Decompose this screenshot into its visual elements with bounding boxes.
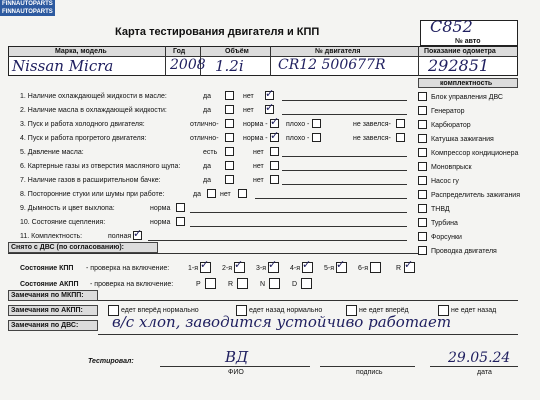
completeness-item: Катушка зажигания [431,136,494,143]
check-label: 11. Комплектность: [20,233,83,240]
check-option: нет [253,149,264,156]
check-option: отлично- [190,121,219,128]
col-divider-1 [165,46,166,76]
year-header: Год [173,48,186,55]
note-line [282,156,407,157]
akpp-remark-option: не едет назад [451,307,497,314]
gear-label: P [196,281,201,288]
gear-box[interactable] [301,278,312,289]
akpp-remarks-label: Замечания по АКПП: [11,307,83,314]
completeness-item: Моновпрыск [431,164,472,171]
completeness-box[interactable] [418,218,427,227]
checkmark-icon: ✓ [302,258,312,271]
checkmark-icon: ✓ [270,129,280,142]
completeness-box[interactable] [418,92,427,101]
odometer-value: 292851 [428,56,490,75]
check-box[interactable] [270,147,279,156]
completeness-box[interactable] [418,190,427,199]
checkmark-icon: ✓ [404,258,414,271]
check-label: 10. Состояние сцепления: [20,219,106,226]
engine-header: № двигателя [315,48,361,55]
check-option: нет [220,191,231,198]
gear-label: 6-я [358,265,369,272]
volume-header: Объём [225,48,249,55]
check-label: 1. Наличие охлаждающей жидкости в масле: [20,93,167,100]
completeness-box[interactable] [418,162,427,171]
tester-name: ВД [225,348,249,366]
checkmark-icon: ✓ [265,101,275,114]
odometer-header: Показание одометра [424,48,496,55]
gear-box[interactable] [269,278,280,289]
completeness-box[interactable] [418,246,427,255]
completeness-item: Блок управления ДВС [431,94,503,101]
signature-line [320,366,415,367]
check-option: да [203,93,211,100]
completeness-box[interactable] [418,176,427,185]
check-box[interactable] [225,105,234,114]
gear-label: 1-я [188,265,199,272]
check-box[interactable] [238,189,247,198]
gear-box[interactable] [237,278,248,289]
completeness-box[interactable] [418,134,427,143]
completeness-item: Турбина [431,220,458,227]
mkpp-remarks-label: Замечания по МКПП: [11,292,84,299]
checkmark-icon: ✓ [270,115,280,128]
check-option: нет [243,93,254,100]
check-option: да [193,191,201,198]
checkmark-icon: ✓ [133,227,143,240]
check-option: не завелся- [353,135,391,142]
check-box[interactable] [396,119,405,128]
completeness-item: Проводка двигателя [431,248,497,255]
kpp-label: Состояние КПП [20,265,74,272]
check-box[interactable] [225,133,234,142]
completeness-item: Компрессор кондиционера [431,150,519,157]
check-box[interactable] [312,119,321,128]
gear-label: 2-я [222,265,233,272]
check-box[interactable] [270,175,279,184]
check-option: отлично- [190,135,219,142]
note-line [282,114,407,115]
check-option: да [203,107,211,114]
akpp-description: - проверка на включение: [90,281,174,288]
check-option: нет [253,177,264,184]
check-label: 9. Дымность и цвет выхлопа: [20,205,115,212]
volume-value: 1.2i [215,57,244,75]
check-option: да [203,163,211,170]
check-box[interactable] [176,217,185,226]
check-box[interactable] [270,161,279,170]
note-line [148,240,407,241]
check-box[interactable] [225,91,234,100]
note-line [190,212,407,213]
check-label: 6. Картерные газы из отверстия масляного щупа: [20,163,181,170]
check-label: 4. Пуск и работа прогретого двигателя: [20,135,147,142]
completeness-item: ТНВД [431,206,450,213]
note-line [190,226,407,227]
note-line [282,170,407,171]
check-box[interactable] [225,119,234,128]
removed-section-header: Снято с ДВС (по согласованию): [11,244,125,251]
check-label: 2. Наличие масла в охлаждающей жидкости: [20,107,167,114]
checkmark-icon: ✓ [200,258,210,271]
completeness-box[interactable] [418,148,427,157]
note-line [255,198,407,199]
check-box[interactable] [225,147,234,156]
gear-box[interactable] [205,278,216,289]
date-label: дата [477,369,492,376]
check-box[interactable] [396,133,405,142]
brand-value: Nissan Micra [12,57,114,75]
signature-label: подпись [356,369,383,376]
check-option: норма [150,205,171,212]
check-option: да [203,177,211,184]
tested-by-label: Тестировал: [88,358,134,365]
completeness-box[interactable] [418,204,427,213]
check-box[interactable] [312,133,321,142]
akpp-remark-option: едет назад нормально [249,307,323,314]
check-option: нет [243,107,254,114]
gear-label: N [260,281,266,288]
completeness-box[interactable] [418,106,427,115]
completeness-item: Насос гу [431,178,459,185]
check-option: плохо - [286,135,310,142]
fio-label: ФИО [228,369,244,376]
gear-label: 4-я [290,265,301,272]
checkmark-icon: ✓ [234,258,244,271]
checkmark-icon: ✓ [336,258,346,271]
note-line [98,334,518,335]
completeness-header: комплектность [440,80,493,87]
gear-label: D [292,281,298,288]
check-option: плохо - [286,121,310,128]
akpp-remark-option: не едет вперёд [359,307,409,314]
check-option: есть [203,149,218,156]
check-label: 3. Пуск и работа холодного двигателя: [20,121,145,128]
checkmark-icon: ✓ [268,258,278,271]
note-line [282,100,407,101]
name-line [160,366,310,367]
col-divider-4 [418,46,419,76]
completeness-box[interactable] [418,120,427,129]
akpp-label: Состояние АКПП [20,281,79,288]
date-value: 29.05.24 [448,350,511,366]
check-label: 5. Давление масла: [20,149,84,156]
check-option: не завелся- [353,121,391,128]
gear-label: 5-я [324,265,335,272]
check-box[interactable] [207,189,216,198]
vehicle-number-label: № авто [455,38,481,45]
check-option: полная [108,233,132,240]
check-box[interactable] [176,203,185,212]
gear-label: R [228,281,234,288]
check-option: норма [150,219,171,226]
akpp-remark-option: едет вперёд нормально [121,307,199,314]
dvs-remarks-text: в/с хлоп, заводится устойчиво работает [112,313,452,331]
check-option: нет [253,163,264,170]
page-title: Карта тестирования двигателя и КПП [115,26,320,38]
date-line [430,366,518,367]
completeness-item: Карбюратор [431,122,471,129]
checkmark-icon: ✓ [265,87,275,100]
brand-header: Марка, модель [55,48,107,55]
section-divider [8,253,418,254]
check-box[interactable] [225,161,234,170]
check-box[interactable] [225,175,234,184]
note-line [98,300,518,301]
watermark-bottom: FINNAUTOPARTS [2,9,53,15]
dvs-remarks-label: Замечания по ДВС: [11,322,79,329]
engine-value: CR12 500677R [278,57,386,73]
check-option: норма - [243,121,268,128]
completeness-item: Генератор [431,108,465,115]
gear-box[interactable] [370,262,381,273]
vehicle-number-value: C852 [430,17,473,36]
gear-label: 3-я [256,265,267,272]
completeness-item: Форсунки [431,234,462,241]
check-label: 7. Наличие газов в расширительном бачке: [20,177,161,184]
note-line [282,184,407,185]
gear-label: R [396,265,402,272]
completeness-box[interactable] [418,232,427,241]
kpp-description: - проверка на включение: [86,265,170,272]
year-value: 2008 [170,57,206,73]
watermark-top: FINNAUTOPARTS [2,1,53,7]
check-option: норма - [243,135,268,142]
col-divider-3 [270,46,271,76]
check-label: 8. Посторонние стуки или шумы при работе: [20,191,165,198]
completeness-item: Распределитель зажигания [431,192,521,199]
